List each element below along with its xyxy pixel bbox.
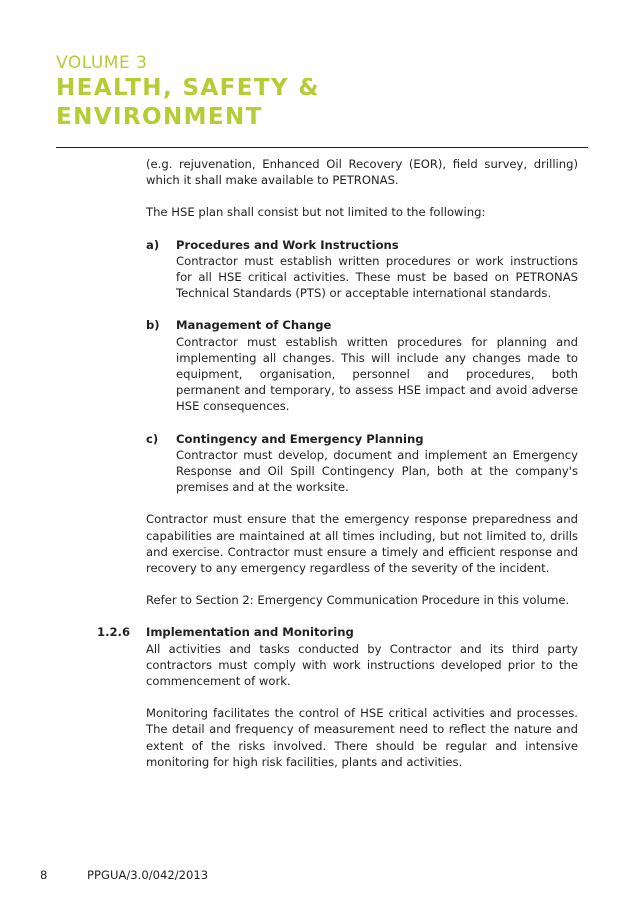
body-content <box>97 156 578 770</box>
hse-plan-paragraph: The HSE plan shall consist but not limited to the following: <box>146 205 486 220</box>
list-item-heading: Procedures and Work Instructions <box>176 237 399 252</box>
list-item-heading: Contingency and Emergency Planning <box>176 431 424 446</box>
list-item-label: a) <box>146 237 160 252</box>
title-line-2: ENVIRONMENT <box>56 104 263 130</box>
document-code: PPGUA/3.0/042/2013 <box>87 868 209 882</box>
refer-paragraph: Refer to Section 2: Emergency Communication Procedure in this volume. <box>146 593 570 608</box>
list-item-text: Contractor must establish written procedures for planning and implementing all changes. This will include any changes made to equipment, organisation, personnel and procedures, both permanent and temporary, to assess HSE impact and avoid adverse HSE consequences. <box>176 334 578 414</box>
document-header <box>56 52 320 132</box>
emergency-paragraph: Contractor must ensure that the emergency response preparedness and capabilities are maintained at all times including, but not limited to, drills and exercise. Contractor must ensure a timely and efficient response and recovery to any emergency regardless of the severity of the incident. <box>146 512 578 576</box>
header-divider <box>56 147 588 148</box>
page-number: 8 <box>40 868 48 882</box>
list-item-text: Contractor must establish written procedures or work instructions for all HSE critical activities. These must be based on PETRONAS Technical Standards (PTS) or acceptable international standards. <box>176 253 578 301</box>
section-1-2-6 <box>97 624 578 689</box>
list-item-text: Contractor must develop, document and implement an Emergency Response and Oil Spill Contingency Plan, both at the company's premises and at the worksite. <box>176 447 578 495</box>
volume-label: VOLUME 3 <box>56 53 148 73</box>
monitoring-paragraph: Monitoring facilitates the control of HSE critical activities and processes. The detail and frequency of measurement need to reflect the nature and extent of the risks involved. There should be regular and intensive monitoring for high risk facilities, plants and activities. <box>146 706 578 769</box>
intro-paragraph: (e.g. rejuvenation, Enhanced Oil Recovery (EOR), field survey, drilling) which it shall make available to PETRONAS. <box>146 157 578 188</box>
list-item-heading: Management of Change <box>176 318 332 333</box>
section-number: 1.2.6 <box>97 625 131 640</box>
list-item <box>146 317 578 414</box>
list-item <box>146 431 578 496</box>
title-line-1: HEALTH, SAFETY & <box>56 75 320 101</box>
list-item-label: b) <box>146 318 160 333</box>
list-item-label: c) <box>146 431 159 446</box>
list-item <box>146 237 578 302</box>
section-text: All activities and tasks conducted by Contractor and its third party contractors must comply with work instructions developed prior to the commencement of work. <box>146 641 578 689</box>
section-heading: Implementation and Monitoring <box>146 625 354 640</box>
